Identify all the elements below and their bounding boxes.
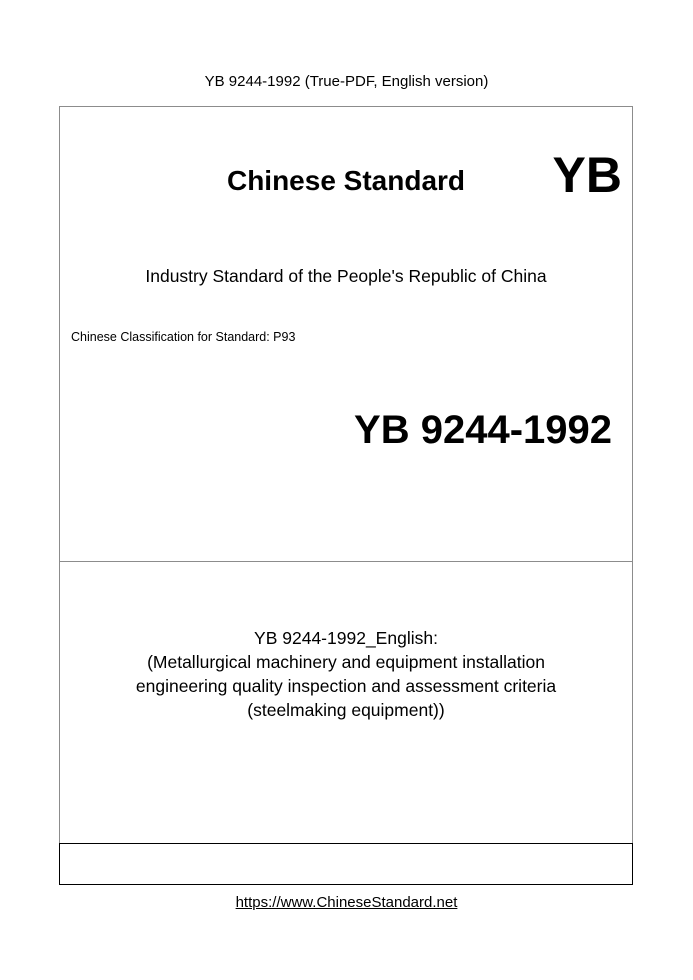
description-line: (steelmaking equipment)) xyxy=(247,700,445,720)
standard-number: YB 9244-1992 xyxy=(354,408,612,452)
description-line: YB 9244-1992_English: xyxy=(254,628,438,648)
cover-bottom-box xyxy=(59,843,633,885)
cover-description-section xyxy=(60,562,632,844)
page-header: YB 9244-1992 (True-PDF, English version) xyxy=(204,73,489,90)
cover-subtitle: Industry Standard of the People's Republic of China xyxy=(145,266,547,286)
website-link[interactable]: https://www.ChineseStandard.net xyxy=(235,894,458,911)
cover-main-title: Chinese Standard xyxy=(226,165,466,196)
standard-description xyxy=(60,626,632,722)
description-line: engineering quality inspection and assessment criteria xyxy=(135,676,557,696)
classification-label: Chinese Classification for Standard: P93 xyxy=(71,330,296,344)
standard-code-prefix: YB xyxy=(552,147,622,203)
cover-frame xyxy=(59,106,633,885)
description-line: (Metallurgical machinery and equipment installation xyxy=(147,652,545,672)
footer xyxy=(0,893,693,913)
cover-top-section xyxy=(60,107,632,562)
